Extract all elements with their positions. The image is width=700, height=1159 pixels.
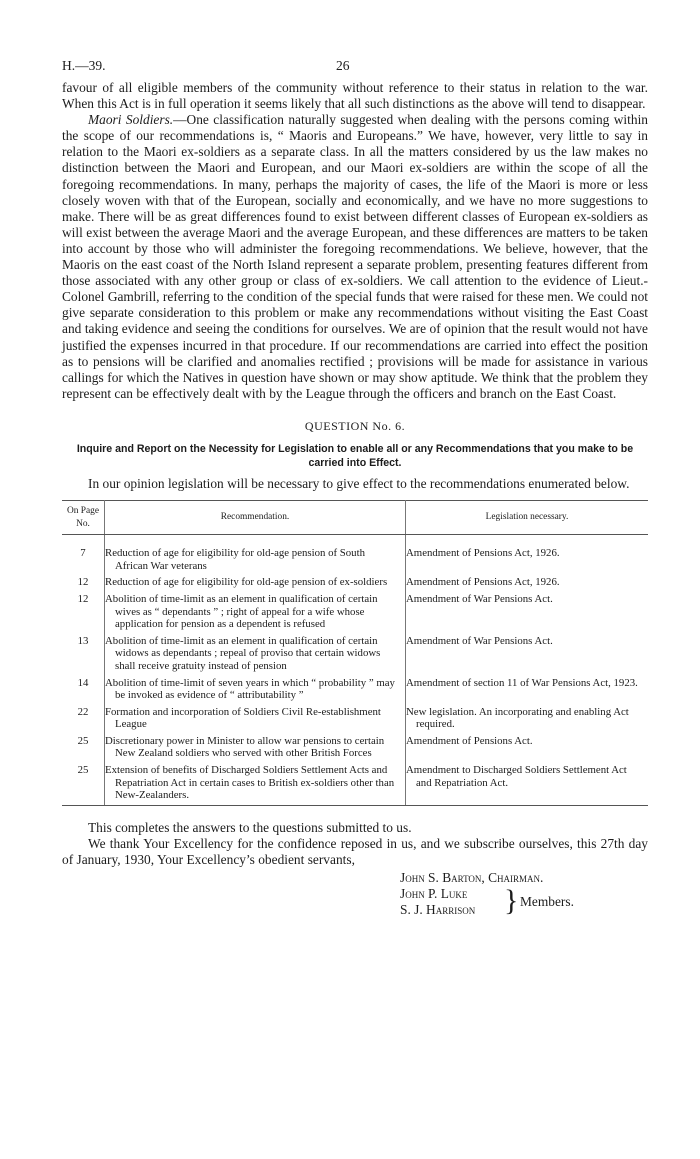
member-signature-harrison: S. J. Harrison bbox=[400, 902, 476, 918]
row-recommendation: Extension of benefits of Discharged Soldiers Settlement Acts and Repatriation Act in certain cases to British ex-soldiers other than New-Zealanders. bbox=[105, 761, 406, 805]
question-intro: In our opinion legislation will be necessary to give effect to the recommendations enumerated below. bbox=[88, 475, 630, 491]
table-row bbox=[62, 732, 648, 761]
table-row bbox=[62, 573, 648, 590]
row-legislation: Amendment of section 11 of War Pensions Act, 1923. bbox=[406, 676, 638, 689]
row-page: 22 bbox=[62, 703, 105, 732]
row-page: 13 bbox=[62, 632, 105, 674]
table-row bbox=[62, 632, 648, 674]
row-page: 25 bbox=[62, 732, 105, 761]
closing-line-1: This completes the answers to the questions submitted to us. bbox=[88, 819, 412, 835]
row-page: 12 bbox=[62, 590, 105, 632]
row-legislation: New legislation. An incorporating and enabling Act required. bbox=[406, 705, 629, 731]
row-page: 25 bbox=[62, 761, 105, 805]
chairman-signature: John S. Barton, Chairman. bbox=[400, 870, 544, 886]
document-page bbox=[62, 58, 648, 928]
question-title: QUESTION No. 6. bbox=[304, 418, 406, 433]
document-reference: H.—39. bbox=[62, 58, 106, 73]
row-page: 12 bbox=[62, 573, 105, 590]
row-recommendation: Abolition of time-limit as an element in qualification of certain wives as “ dependants ” ; right of appeal for a wife whose application for pension as a dependent is refused bbox=[105, 590, 406, 632]
row-recommendation: Reduction of age for eligibility for old-age pension of ex-soldiers bbox=[105, 573, 406, 590]
row-legislation: Amendment of Pensions Act, 1926. bbox=[406, 547, 560, 560]
row-legislation: Amendment of War Pensions Act. bbox=[406, 592, 553, 605]
table-header-row bbox=[62, 500, 648, 534]
table-row bbox=[62, 703, 648, 732]
row-legislation: Amendment to Discharged Soldiers Settlement Act and Repatriation Act. bbox=[406, 761, 649, 805]
recommendations-table bbox=[62, 500, 648, 806]
closing-line-2: We thank Your Excellency for the confidence reposed in us, and we subscribe ourselves, this 27th day of January, 1930, Your Excellency’s obedient servants, bbox=[62, 835, 648, 868]
maori-soldiers-paragraph bbox=[62, 112, 648, 402]
table-row bbox=[62, 535, 648, 574]
row-legislation: Amendment of Pensions Act. bbox=[406, 734, 533, 747]
header-page-no: On Page No. bbox=[62, 500, 105, 534]
table-row bbox=[62, 674, 648, 703]
members-brace: } bbox=[504, 884, 519, 918]
row-recommendation: Reduction of age for eligibility for old-age pension of South African War veterans bbox=[105, 535, 406, 574]
row-legislation: Amendment of Pensions Act, 1926. bbox=[406, 576, 560, 589]
table-row bbox=[62, 761, 648, 805]
row-recommendation: Formation and incorporation of Soldiers Civil Re-establishment League bbox=[105, 703, 406, 732]
row-legislation: Amendment of War Pensions Act. bbox=[406, 634, 553, 647]
question-subtitle: Inquire and Report on the Necessity for Legislation to enable all or any Recommendations that you make to be carried into Effect. bbox=[76, 442, 634, 469]
row-recommendation: Abolition of time-limit of seven years in which “ probability ” may be invoked as evidence of “ attributability ” bbox=[105, 674, 406, 703]
maori-soldiers-body: —One classification naturally suggested when dealing with the persons coming within the scope of our recommendations is, “ Maoris and Europeans.” We have, however, very little to say in relation to the Maori ex-soldiers as a separate class. In all the matters considered by us the law makes no distinction between the Maori and European, and our Maori ex-soldiers are within the scope of all the foregoing recommendations. In many, perhaps the majority of cases, the life of the Maori is more or less closely woven with that of the European, socially and economically, and we have no more suggestions to make. There will be as great differences found to exist between different classes of European ex-soldiers as will exist between the average Maori and the average European, and these differences are matters to be taken into account by those who will administer the foregoing recommendations. We believe, however, that the Maoris on the east coast of the North Island represent a separate problem, presenting features different from those associated with any other group or class of ex-soldiers. We call attention to the evidence of Lieut.-Colonel Gambrill, referring to the condition of the special funds that were raised for these men. We could not give separate consideration to this problem or make any recommendations without visiting the East Coast and taking evidence and seeing the conditions for ourselves. We are of opinion that the result would not have justified the expenses incurred in that procedure. If our recommendations are carried into effect the position as to pensions will be clarified and anomalies rectified ; provisions will be made for assistance in various callings for which the Natives in question have shown or may show aptitude. We think that the problem they represent can be effectively dealt with by the League through the officers and branch on the East Coast. bbox=[62, 112, 648, 401]
members-label: Members. bbox=[520, 894, 574, 910]
row-recommendation: Discretionary power in Minister to allow war pensions to certain New Zealand soldiers who served with other British Forces bbox=[105, 732, 406, 761]
page-number: 26 bbox=[336, 58, 350, 73]
header-recommendation: Recommendation. bbox=[105, 500, 406, 534]
table-row bbox=[62, 590, 648, 632]
maori-soldiers-heading: Maori Soldiers. bbox=[88, 112, 174, 128]
page-header bbox=[62, 58, 648, 80]
signature-block bbox=[62, 868, 648, 928]
row-page: 14 bbox=[62, 674, 105, 703]
row-page: 7 bbox=[62, 535, 105, 574]
continuation-paragraph: favour of all eligible members of the community without reference to their status in relation to the war. When this Act is in full operation it seems likely that all such distinctions as the above will tend to disappear. bbox=[62, 80, 648, 112]
header-legislation: Legislation necessary. bbox=[406, 500, 649, 534]
row-recommendation: Abolition of time-limit as an element in qualification of certain widows as dependants ; repeal of proviso that certain widows shall receive gratuity instead of pension bbox=[105, 632, 406, 674]
member-signature-luke: John P. Luke bbox=[400, 886, 468, 902]
